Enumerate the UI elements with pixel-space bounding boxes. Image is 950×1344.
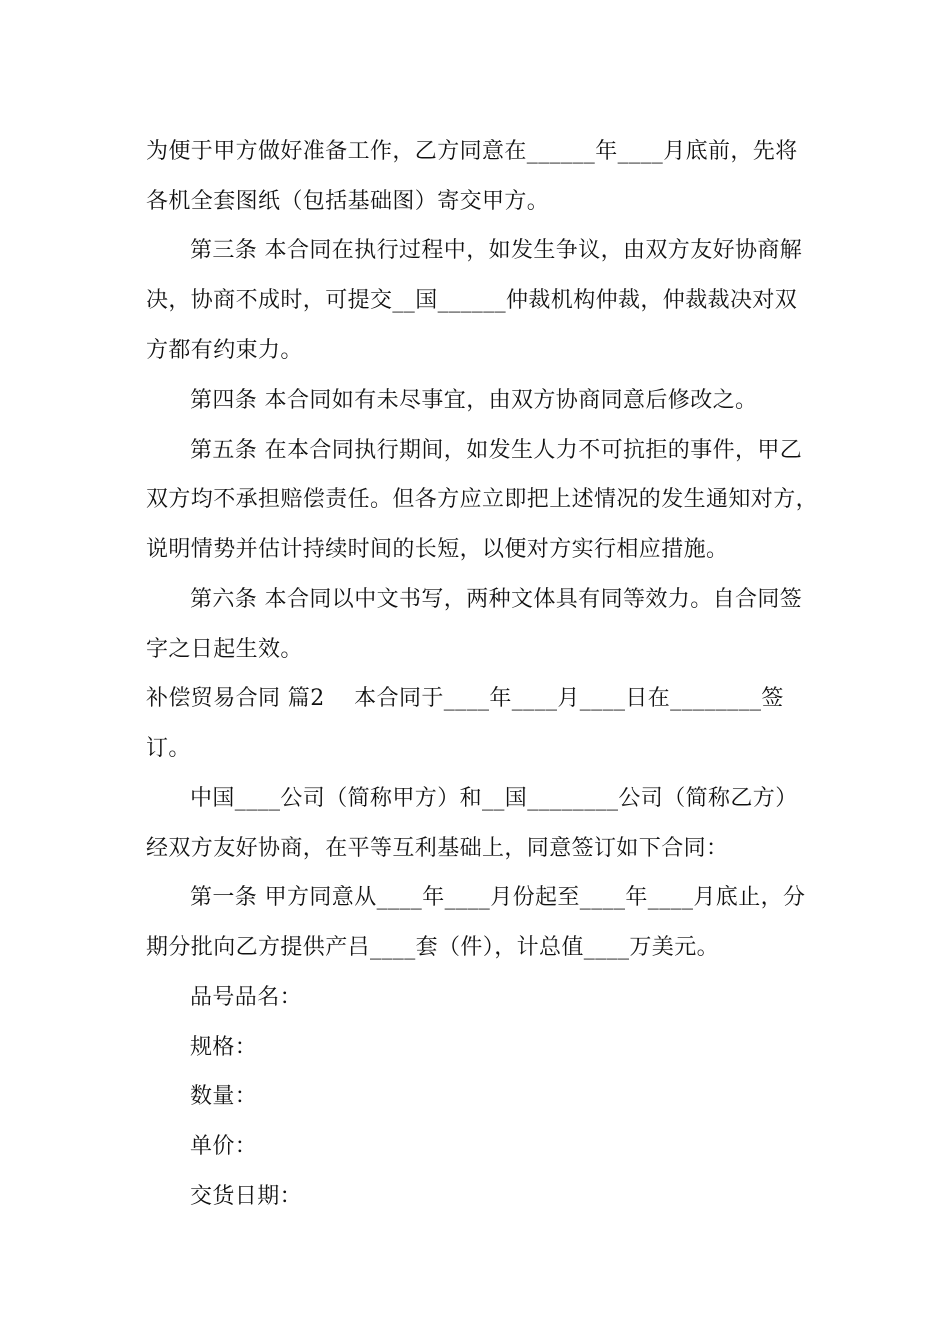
field-label-quantity: 数量： bbox=[190, 1084, 258, 1109]
clause-3-text: 第三条 本合同在执行过程中，如发生争议，由双方友好协商解 bbox=[190, 238, 803, 263]
section-heading-line: 补偿贸易合同 篇2 本合同于____年____月____日在________签 bbox=[146, 686, 784, 711]
field-label-spec: 规格： bbox=[190, 1035, 258, 1060]
text-line: 方都有约束力。 bbox=[146, 338, 303, 363]
field-label-unit-price: 单价： bbox=[190, 1134, 258, 1159]
clause-6-text: 第六条 本合同以中文书写，两种文体具有同等效力。自合同签 bbox=[190, 587, 803, 612]
field-label-product: 品号品名： bbox=[190, 985, 303, 1010]
text-line: 双方均不承担赔偿责任。但各方应立即把上述情况的发生通知对方， bbox=[146, 487, 819, 512]
clause-5-text: 第五条 在本合同执行期间，如发生人力不可抗拒的事件，甲乙 bbox=[190, 438, 803, 463]
text-line: 各机全套图纸（包括基础图）寄交甲方。 bbox=[146, 189, 550, 214]
clause-1-text: 第一条 甲方同意从____年____月份起至____年____月底止，分 bbox=[190, 885, 806, 910]
text-line: 订。 bbox=[146, 736, 191, 761]
parties-text: 中国____公司（简称甲方）和__国________公司（简称乙方） bbox=[190, 786, 798, 811]
text-line: 字之日起生效。 bbox=[146, 637, 303, 662]
clause-4-text: 第四条 本合同如有未尽事宜，由双方协商同意后修改之。 bbox=[190, 388, 758, 413]
text-line: 经双方友好协商，在平等互利基础上，同意签订如下合同： bbox=[146, 836, 729, 861]
text-line: 决，协商不成时，可提交__国______仲裁机构仲裁，仲裁裁决对双 bbox=[146, 288, 798, 313]
field-label-delivery-date: 交货日期： bbox=[190, 1184, 303, 1209]
text-line: 期分批向乙方提供产吕____套（件），计总值____万美元。 bbox=[146, 935, 720, 960]
text-line: 为便于甲方做好准备工作，乙方同意在______年____月底前，先将 bbox=[146, 139, 798, 164]
text-line: 说明情势并估计持续时间的长短，以便对方实行相应措施。 bbox=[146, 537, 729, 562]
